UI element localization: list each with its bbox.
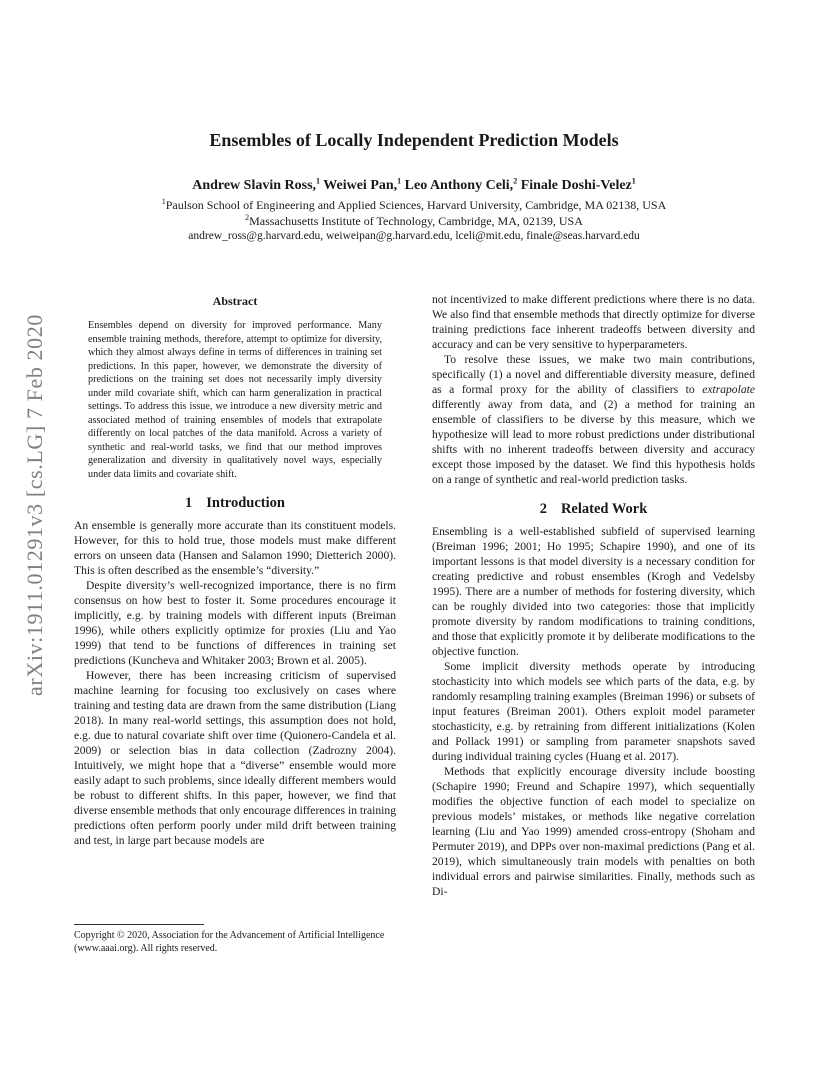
abstract-text: Ensembles depend on diversity for improved performance. Many ensemble training methods, therefore, attempt to optimize for diversity, which they almost always define in terms of differences in training set predictions. In this paper, however, we demonstrate the diversity of predictions on the training set does not necessarily imply diversity under mild covariate shift, which can harm generalization in practical settings. To address this issue, we introduce a new diversity metric and associated method of training ensembles of models that extrapolate differently on local patches of the data manifold. Across a variety of synthetic and real-world tasks, we find that our method improves generalization and diversity in qualitatively novel ways, especially under data limits and covariate shift. (88, 320, 382, 480)
author-name: Weiwei Pan,$^1$ (323, 176, 402, 193)
author-name: Andrew Slavin Ross,$^1$ (192, 176, 321, 193)
paper-title: Ensembles of Locally Independent Prediction Models (209, 130, 619, 150)
body-paragraph: Some implicit diversity methods operate by introducing stochasticity into which models see which parts of the data, e.g. by randomly resampling training examples (Breiman 1996) or subsets of input features (Breiman 2001). Others exploit model parameter stochasticity, e.g. by retraining from different initializations (Kolen and Pollack 1991) or sampling from parameter snapshots saved during individual training cycles (Huang et al. 2017). (432, 660, 755, 763)
body-paragraph: An ensemble is generally more accurate than its constituent models. However, for this to hold true, those models must make different errors on unseen data (Hansen and Salamon 1990; Dietterich 2000). This is often described as the ensemble’s “diversity.” (74, 519, 396, 577)
footnote-rule (74, 924, 204, 925)
left-column (74, 292, 396, 848)
arxiv-stamp (15, 295, 55, 715)
section-heading-related-work: 2 Related Work (539, 501, 648, 517)
section-heading-introduction: 1 Introduction (185, 495, 285, 511)
body-paragraph: Despite diversity’s well-recognized importance, there is no firm consensus on how best to foster it. Some procedures encourage it implicitly, e.g. by training models with different inputs (Breiman 1996), while others explicitly optimize for proxies (Liu and Yao 1999) that tend to be functions of differences in training set predictions (Kuncheva and Whitaker 2003; Brown et al. 2005). (74, 579, 396, 667)
right-column (432, 292, 755, 899)
body-paragraph: Ensembling is a well-established subfield of supervised learning (Breiman 1996; 2001; Ho 1995; Schapire 1990), and one of its important lessons is that model diversity is a necessary condition for creating predictive and robust ensembles (Krogh and Vedelsby 1995). There are a number of methods for fostering diversity, which can be roughly divided into two categories: those that implicitly promote diversity by random modifications to training conditions, and those that explicitly promote it by deliberate modifications to the objective function. (432, 525, 755, 658)
author-name: Finale Doshi-Velez$^1$ (520, 176, 636, 193)
copyright-footnote: Copyright © 2020, Association for the Advancement of Artificial Intelligence (www.aaai.org). All rights reserved. (74, 924, 396, 955)
affiliation: $^1$Paulson School of Engineering and Applied Sciences, Harvard University, Cambridge, MA 02138, USA (161, 197, 667, 212)
author-emails: andrew_ross@g.harvard.edu, weiweipan@g.harvard.edu, lceli@mit.edu, finale@seas.harvard.edu (188, 230, 640, 242)
body-paragraph: To resolve these issues, we make two main contributions, specifically (1) a novel and differentiable diversity measure, defined as a formal proxy for the ability of classifiers to extrapolate differently away from data, and (2) a method for training an ensemble of classifiers to be diverse by this measure, which we hypothesize will lead to more robust predictions under distributional shifts with no inherent tradeoffs between diversity and accuracy except those imposed by the dataset. We find this hypothesis holds on a range of synthetic and real-world prediction tasks. (432, 353, 755, 486)
body-paragraph: not incentivized to make different predictions where there is no data. We also find that ensemble methods that directly optimize for diverse training predictions face inherent tradeoffs between diversity and accuracy and can be very sensitive to hyperparameters. (432, 293, 755, 351)
body-paragraph: However, there has been increasing criticism of supervised machine learning for focusing too exclusively on cases where training and testing data are drawn from the same distribution (Liang 2018). In many real-world settings, this assumption does not hold, e.g. due to natural covariate shift over time (Quionero-Candela et al. 2009) or selection bias in data collection (Zadrozny 2004). Intuitively, we might hope that a “diverse” ensemble would more easily adapt to such problems, since ideally different members would be robust to different shifts. In this paper, however, we find that diverse ensemble methods that only encourage differences in training predictions often perform poorly under mild drift between training and test, in large part because models are (74, 669, 396, 847)
author-name: Leo Anthony Celi,$^2$ (404, 176, 518, 193)
abstract-heading: Abstract (212, 294, 258, 308)
arxiv-identifier: arXiv:1911.01291v3 [cs.LG] 7 Feb 2020 (22, 314, 47, 696)
affiliation: $^2$Massachusetts Institute of Technology, Cambridge, MA, 02139, USA (245, 213, 583, 228)
body-paragraph: Methods that explicitly encourage diversity include boosting (Schapire 1990; Freund and Schapire 1997), which sequentially modifies the objective function of each model to specialize on previous models’ mistakes, or methods like negative correlation learning (Liu and Yao 1999) amended cross-entropy (Shoham and Permuter 2019), and DPPs over non-maximal predictions (Pang et al. 2019), which simultaneously train models with penalties on both individual errors and pairwise similarities. Finally, methods such as Di- (432, 765, 755, 898)
author-list (74, 178, 754, 194)
